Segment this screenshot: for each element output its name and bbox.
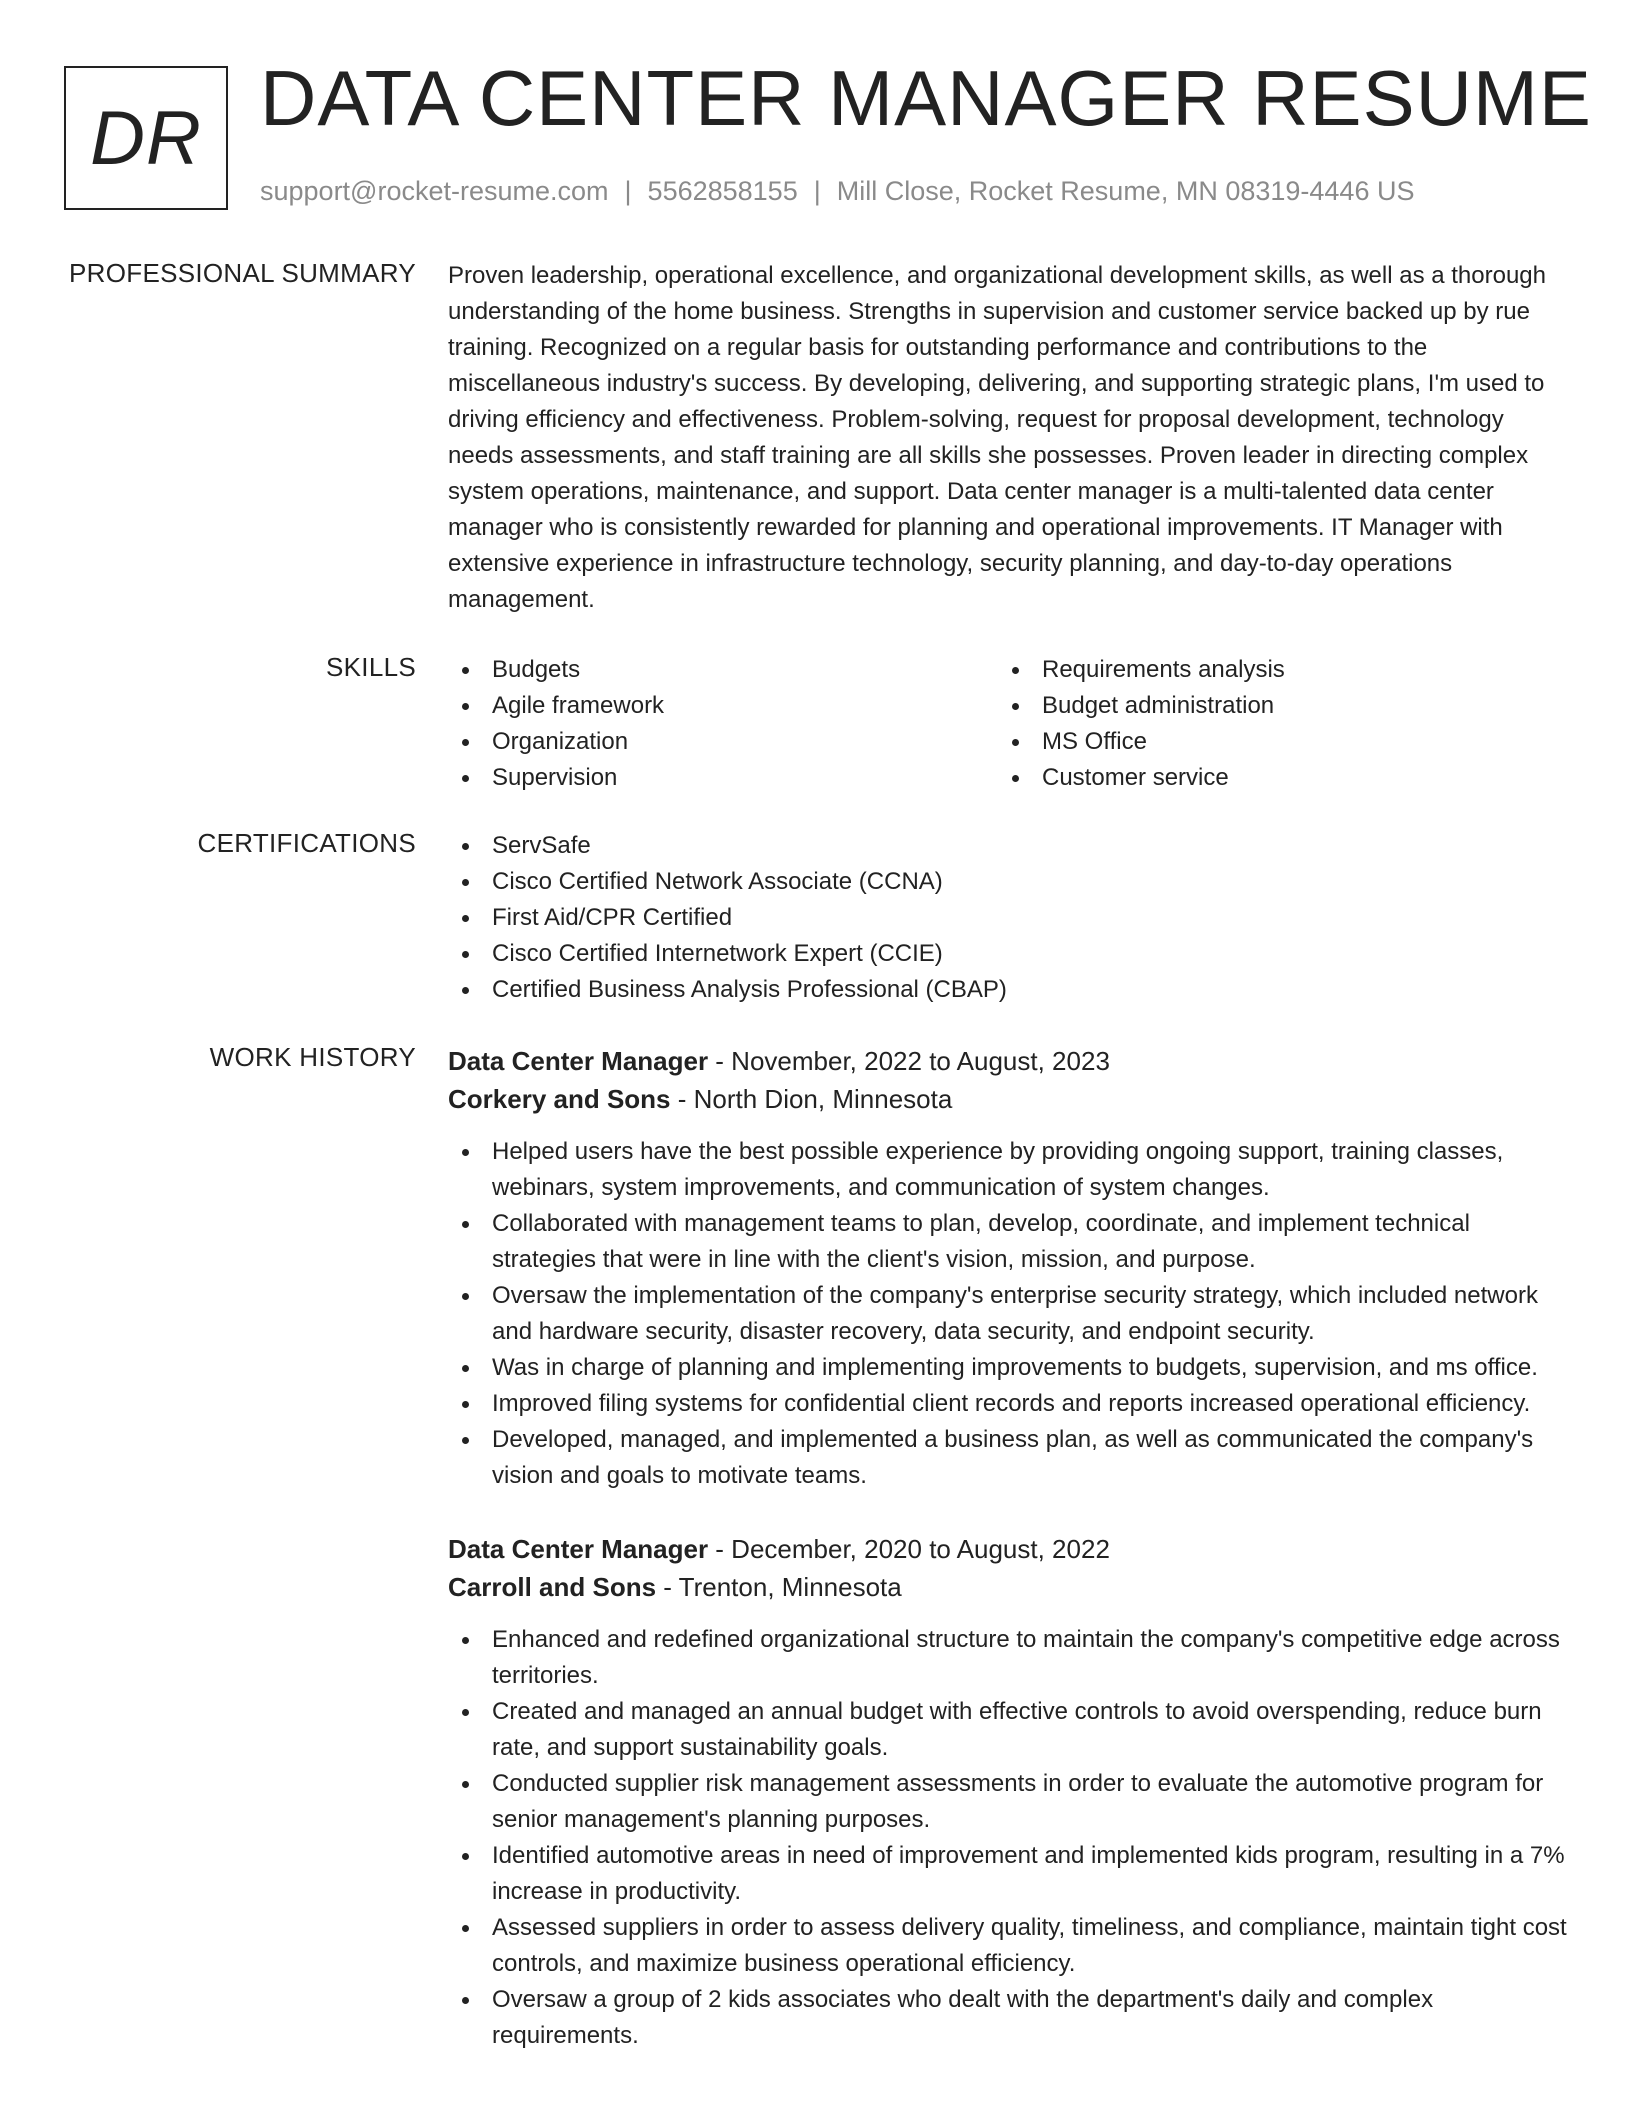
job-location: - North Dion, Minnesota: [670, 1084, 953, 1114]
job-company: Carroll and Sons: [448, 1572, 657, 1602]
job-dates: - November, 2022 to August, 2023: [708, 1046, 1110, 1076]
skill-item: Supervision: [448, 760, 998, 796]
certification-item: Certified Business Analysis Professional (CBAP): [448, 972, 1568, 1008]
job-title: Data Center Manager: [448, 1046, 709, 1076]
summary-text: Proven leadership, operational excellence, and organizational development skills, as well as a thorough understanding of the home business. Strengths in supervision and customer service backed up by rue training. Recognized on a regular basis for outstanding performance and contributions to the miscellaneous industry's success. By developing, delivering, and supporting strategic plans, I'm used to driving efficiency and effectiveness. Problem-solving, request for proposal development, technology needs assessments, and staff training are all skills she possesses. Proven leader in directing complex system operations, maintenance, and support. Data center manager is a multi-talented data center manager who is consistently rewarded for planning and operational improvements. IT Manager with extensive experience in infrastructure technology, security planning, and day-to-day operations management.: [448, 262, 1546, 613]
skill-item: Agile framework: [448, 688, 998, 724]
job-entry: [448, 1530, 1568, 2054]
job-bullet: Oversaw a group of 2 kids associates who dealt with the department's daily and complex requirements.: [448, 1982, 1568, 2054]
summary-heading: PROFESSIONAL SUMMARY: [69, 258, 416, 288]
skill-item: Requirements analysis: [998, 652, 1548, 688]
skills-list-right: [998, 652, 1548, 796]
certifications-heading: CERTIFICATIONS: [197, 828, 416, 858]
certification-item: ServSafe: [448, 828, 1568, 864]
certification-item: Cisco Certified Network Associate (CCNA): [448, 864, 1568, 900]
certifications-list: [448, 828, 1568, 1008]
certification-item: First Aid/CPR Certified: [448, 900, 1568, 936]
work-history-heading: WORK HISTORY: [209, 1042, 416, 1072]
skills-columns: [448, 652, 1568, 796]
skill-item: Customer service: [998, 760, 1548, 796]
job-bullet: Developed, managed, and implemented a business plan, as well as communicated the company's vision and goals to motivate teams.: [448, 1422, 1568, 1494]
contact-email[interactable]: support@rocket-resume.com: [260, 176, 609, 206]
job-bullet: Enhanced and redefined organizational structure to maintain the company's competitive edge across territories.: [448, 1622, 1568, 1694]
job-bullet: Helped users have the best possible experience by providing ongoing support, training classes, webinars, system improvements, and communication of system changes.: [448, 1134, 1568, 1206]
skills-list-left: [448, 652, 998, 796]
job-dates: - December, 2020 to August, 2022: [708, 1534, 1110, 1564]
resume-title: DATA CENTER MANAGER RESUME: [260, 54, 1592, 142]
job-location: - Trenton, Minnesota: [656, 1572, 902, 1602]
job-bullet: Created and managed an annual budget with effective controls to avoid overspending, reduce burn rate, and support sustainability goals.: [448, 1694, 1568, 1766]
contact-separator: |: [624, 176, 632, 206]
monogram-initials: DR: [90, 95, 202, 181]
job-company-line: [448, 1568, 1568, 1606]
contact-address: Mill Close, Rocket Resume, MN 08319-4446 US: [836, 176, 1415, 206]
contact-line: [260, 176, 1414, 207]
job-bullet: Assessed suppliers in order to assess delivery quality, timeliness, and compliance, maintain tight cost controls, and maximize business operational efficiency.: [448, 1910, 1568, 1982]
job-bullet: Oversaw the implementation of the company's enterprise security strategy, which included network and hardware security, disaster recovery, data security, and endpoint security.: [448, 1278, 1568, 1350]
certifications-body: [448, 828, 1568, 1008]
certification-item: Cisco Certified Internetwork Expert (CCIE): [448, 936, 1568, 972]
skill-item: Organization: [448, 724, 998, 760]
monogram-badge: [64, 66, 228, 210]
job-bullet: Identified automotive areas in need of improvement and implemented kids program, resulting in a 7% increase in productivity.: [448, 1838, 1568, 1910]
job-bullets: [448, 1622, 1568, 2054]
job-bullet: Was in charge of planning and implementing improvements to budgets, supervision, and ms office.: [448, 1350, 1568, 1386]
job-title-line: [448, 1042, 1568, 1080]
contact-phone[interactable]: 5562858155: [647, 176, 798, 206]
job-title-line: [448, 1530, 1568, 1568]
job-company: Corkery and Sons: [448, 1084, 671, 1114]
job-title: Data Center Manager: [448, 1534, 709, 1564]
job-bullet: Conducted supplier risk management assessments in order to evaluate the automotive program for senior management's planning purposes.: [448, 1766, 1568, 1838]
skill-item: Budgets: [448, 652, 998, 688]
job-company-line: [448, 1080, 1568, 1118]
job-entry: [448, 1042, 1568, 1494]
job-bullet: Improved filing systems for confidential client records and reports increased operational efficiency.: [448, 1386, 1568, 1422]
job-bullets: [448, 1134, 1568, 1494]
work-history-body: [448, 1042, 1568, 2054]
contact-separator: |: [813, 176, 821, 206]
skill-item: MS Office: [998, 724, 1548, 760]
skill-item: Budget administration: [998, 688, 1548, 724]
skills-heading: SKILLS: [326, 652, 416, 682]
job-bullet: Collaborated with management teams to plan, develop, coordinate, and implement technical strategies that were in line with the client's vision, mission, and purpose.: [448, 1206, 1568, 1278]
